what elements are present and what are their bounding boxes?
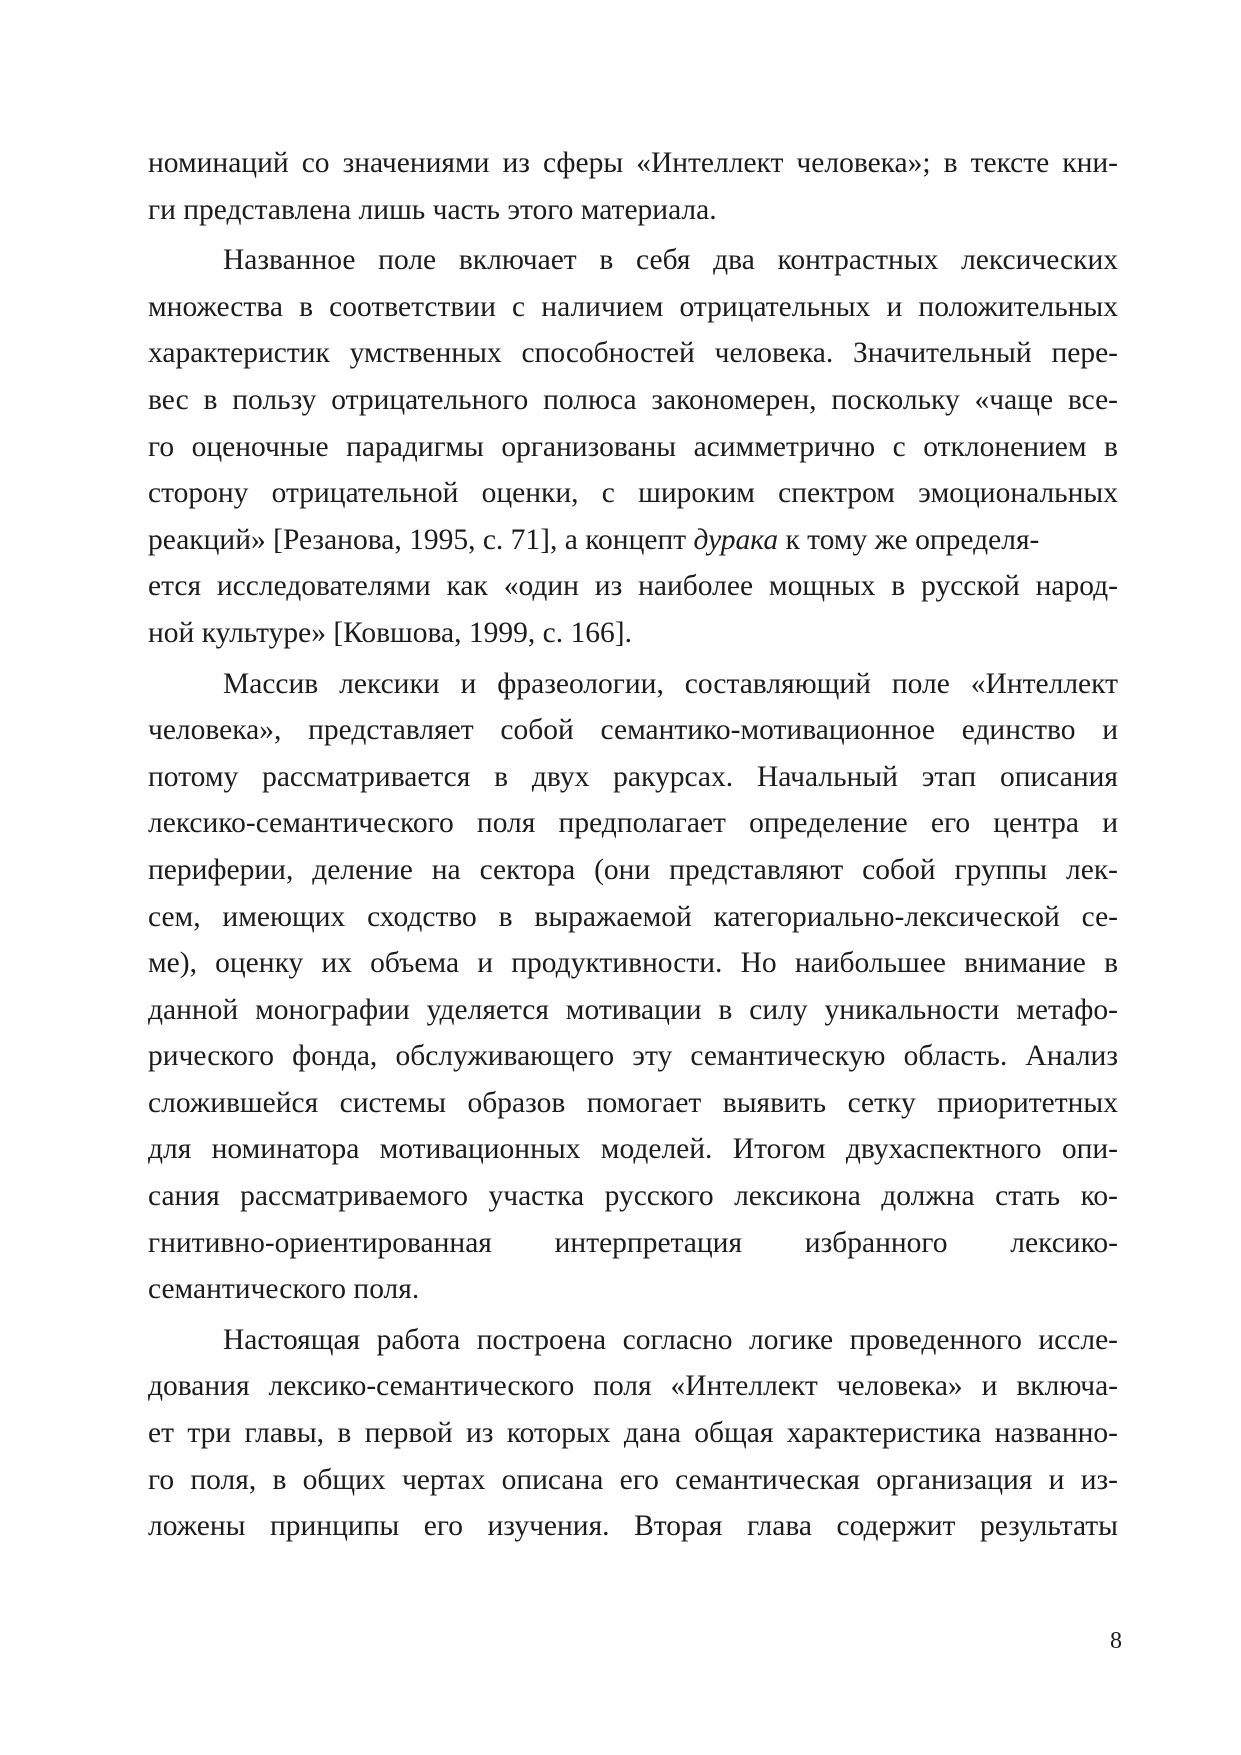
text-line: множества в соответствии с наличием отрицательных и положительных [148,290,1118,323]
paragraph-4 [148,1317,1118,1550]
text-line: дования лексико-семантического поля «Интеллект человека» и включа- [148,1370,1118,1403]
text-line: сем, имеющих сходство в выражаемой категориально-лексической се- [148,900,1118,933]
text-line: сторону отрицательной оценки, с широким спектром эмоциональных [148,477,1118,510]
text-line: ги представлена лишь часть этого материала. [148,193,717,226]
text-line: го поля, в общих чертах описана его семантическая организация и из- [148,1463,1118,1496]
text-line: человека», представляет собой семантико-мотивационное единство и [148,714,1118,747]
text-line: го оценочные парадигмы организованы асимметрично с отклонением в [148,430,1118,463]
text-line: для номинатора мотивационных моделей. Итогом двухаспектного опи- [148,1133,1118,1166]
text-fragment: реакций» [Резанова, 1995, с. 71], а концепт [148,523,694,556]
text-fragment: к тому же определя- [778,523,1040,556]
text-line: рического фонда, обслуживающего эту семантическую область. Анализ [148,1040,1118,1073]
text-line: периферии, деление на сектора (они представляют собой группы лек- [148,853,1118,886]
text-line: ной культуре» [Ковшова, 1999, с. 166]. [148,616,632,649]
text-line: ется исследователями как «один из наиболее мощных в русской народ- [148,570,1118,603]
paragraph-1 [148,140,1118,233]
text-line: Массив лексики и фразеологии, составляющий поле «Интеллект [223,667,1118,700]
paragraph-2 [148,237,1118,656]
text-line: семантического поля. [148,1273,420,1306]
text-line: ет три главы, в первой из которых дана общая характеристика названно- [148,1417,1118,1450]
text-line: сложившейся системы образов помогает выявить сетку приоритетных [148,1086,1118,1119]
text-line: ложены принципы его изучения. Вторая глава содержит результаты [148,1510,1118,1543]
text-line: ме), оценку их объема и продуктивности. Но наибольшее внимание в [148,947,1118,980]
paragraph-3 [148,661,1118,1313]
text-line [148,517,1118,564]
body-text [148,140,1118,1550]
text-line: лексико-семантического поля предполагает определение его центра и [148,807,1118,840]
text-line: Названное поле включает в себя два контрастных лексических [223,244,1118,277]
page-number: 8 [1110,1628,1122,1654]
text-line: потому рассматривается в двух ракурсах. Начальный этап описания [148,760,1118,793]
text-line: номинаций со значениями из сферы «Интеллект человека»; в тексте кни- [148,147,1118,179]
text-line: характеристик умственных способностей человека. Значительный пере- [148,337,1118,370]
text-line: гнитивно-ориентированная интерпретация избранного лексико- [148,1226,1118,1259]
text-line: вес в пользу отрицательного полюса закономерен, поскольку «чаще все- [148,383,1118,416]
italic-term: дурака [693,523,779,556]
text-line: сания рассматриваемого участка русского лексикона должна стать ко- [148,1180,1118,1213]
text-line: Настоящая работа построена согласно логике проведенного иссле- [223,1323,1118,1356]
text-line: данной монографии уделяется мотивации в силу уникальности метафо- [148,993,1118,1026]
